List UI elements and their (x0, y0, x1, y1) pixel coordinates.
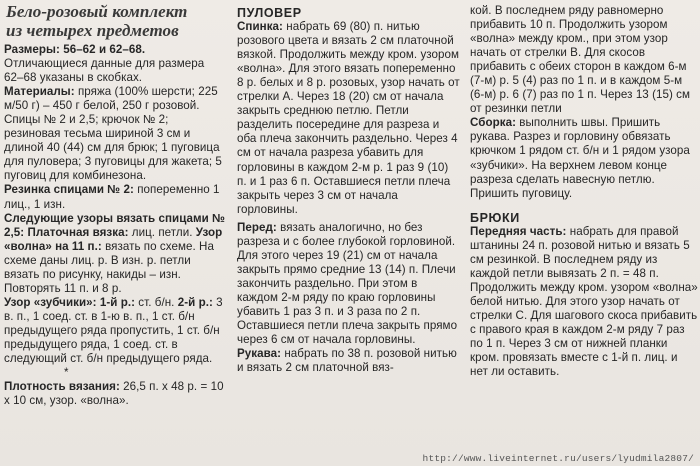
patterns-paragraph (4, 212, 226, 296)
source-url-watermark: http://www.liveinternet.ru/users/lyudmila2807/ (422, 453, 694, 464)
materials-paragraph (4, 85, 226, 183)
pullover-heading: ПУЛОВЕР (237, 6, 302, 20)
materials-text: пряжа (100% шерсти; 225 м/50 г) – 450 г белой, 250 г розовой. Спицы № 2 и 2,5; крючок № 2; резиновая тесьма шириной 3 см и длиной 40 (44) см для брюк; 1 пуговица для пуловера; 3 пуговицы для жакета; 5 пуговиц для комбинезона. (4, 85, 222, 183)
front-label: Перед: (237, 220, 277, 234)
rib-paragraph (4, 183, 226, 211)
density-label: Плотность вязания: (4, 380, 120, 394)
teeth-paragraph (4, 296, 226, 366)
sizes-label: Размеры: (4, 43, 60, 56)
front-text: вязать аналогично, но без разреза и с более глубокой горловиной. Для этого через 19 (21) см от начала закрыть прямо средние 13 (14) п. Плечи закончить раздельно. При этом в каждом 2-м ряду по краю горловины убавить 1 раз 3 п. и 3 раза по 2 п. Оставшиеся петли плеча закрыть прямо через 6 см от начала горловины. (237, 220, 458, 347)
sizes-value: 56–62 и 62–68. (59, 43, 146, 56)
patterns-text: лиц. петли. (128, 225, 193, 239)
teeth-row2-label: 2-й р.: (177, 295, 213, 309)
column-3 (470, 4, 698, 466)
front-part-label: Передняя часть: (470, 224, 567, 238)
density-text: 26,5 п. x 48 р. = 10 x 10 см, узор. «волна». (4, 380, 224, 408)
spacer (470, 201, 698, 211)
back-paragraph (237, 20, 461, 217)
sizes-paragraph (4, 43, 226, 57)
sleeves-paragraph (237, 347, 461, 375)
teeth-label: Узор «зубчики»: 1-й р.: (4, 295, 136, 309)
title-line-2: из четырех предметов (6, 21, 179, 40)
sleeves-text: набрать по 38 п. розовой нитью и вязать 2 см платочной вяз- (237, 347, 457, 375)
teeth-row2: 3 в. п., 1 соед. ст. в 1-ю в. п., 1 ст. б/н предыдущего ряда пропустить, 1 ст. б/н предыдущего ряда, 1 соед. ст. в следующий ст. б/н предыдущего ряда. (4, 295, 223, 366)
sleeves-label: Рукава: (237, 347, 282, 361)
assembly-label: Сборка: (470, 116, 517, 130)
patterns-label: Следующие узоры вязать спицами № 2,5: Платочная вязка: (4, 211, 226, 239)
pants-heading: БРЮКИ (470, 210, 520, 225)
title-line-1: Бело-розовый комплект (6, 2, 188, 21)
sleeves-continued: кой. В последнем ряду равномерно прибавить 10 п. Продолжить узором «волна» между кром., при этом узор начать от стрелки В. Для скосов прибавить с обеих сторон в каждом 6-м (7-м) р. 5 (4) раз по 1 п. и в каждом 5-м (6-м) р. 6 (7) раз по 1 п. Через 13 (15) см от резинки петли (470, 4, 691, 116)
rib-label: Резинка спицами № 2: (4, 183, 134, 197)
front-paragraph (237, 221, 461, 347)
wave-label: Узор «волна» на 11 п.: (4, 225, 223, 253)
bullet-mark: * (64, 366, 69, 380)
column-2 (237, 6, 461, 466)
sizes-note: Отличающиеся данные для размера 62–68 указаны в скобках. (4, 57, 205, 85)
materials-label: Материалы: (4, 85, 75, 99)
wave-text: вязать по схеме. На схеме даны лиц. р. В изн. р. петли вязать по рисунку, накиды – изн. Повторять 11 п. и 8 р. (4, 239, 214, 295)
assembly-text: выполнить швы. Пришить рукава. Разрез и горловину обвязать крючком 1 рядом ст. б/н и 1 рядом узора «зубчики». На верхнем левом конце разреза сделать навесную петлю. Пришить пуговицу. (470, 116, 690, 200)
article-title (6, 2, 226, 40)
front-part-text: набрать для правой штанины 24 п. розовой нитью и вязать 5 см резинкой. В последнем ряду из каждой петли вывязать 2 п. = 48 п. Продолжить между кром. узором «волна» белой нитью. Для этого узор начать от стрелки С. Для шагового скоса прибавить с правого края в каждом 2-м ряду 7 раз по 1 п. Через 3 см от нижней планки кром. провязать вместе с 1-й п. лиц. и нет ли оставить. (470, 224, 698, 379)
teeth-row1: ст. б/н. (135, 295, 175, 309)
back-text: набрать 69 (80) п. нитью розового цвета и вязать 2 см платочной вязкой. Продолжить между кром. узором «волна». Для этого вязать попеременно 8 р. белых и 8 р. розовых, узор начать от стрелки А. Через 18 (20) см от начала закрыть среднюю петлю. Петли разделить посередине для разреза и оба плеча закончить раздельно. Через 4 см от начала разреза убавить для горловины в каждом 2-м р. 1 раз 9 (10) п. и 1 раз 6 п. Оставшиеся петли плеча закрыть через 3 см от начала горловины. (237, 20, 460, 216)
column-1 (4, 2, 226, 466)
density-paragraph (4, 380, 226, 408)
back-label: Спинка: (237, 20, 283, 34)
rib-text: попеременно 1 лиц., 1 изн. (4, 183, 220, 211)
front-part-paragraph (470, 225, 698, 380)
assembly-paragraph (470, 116, 698, 200)
